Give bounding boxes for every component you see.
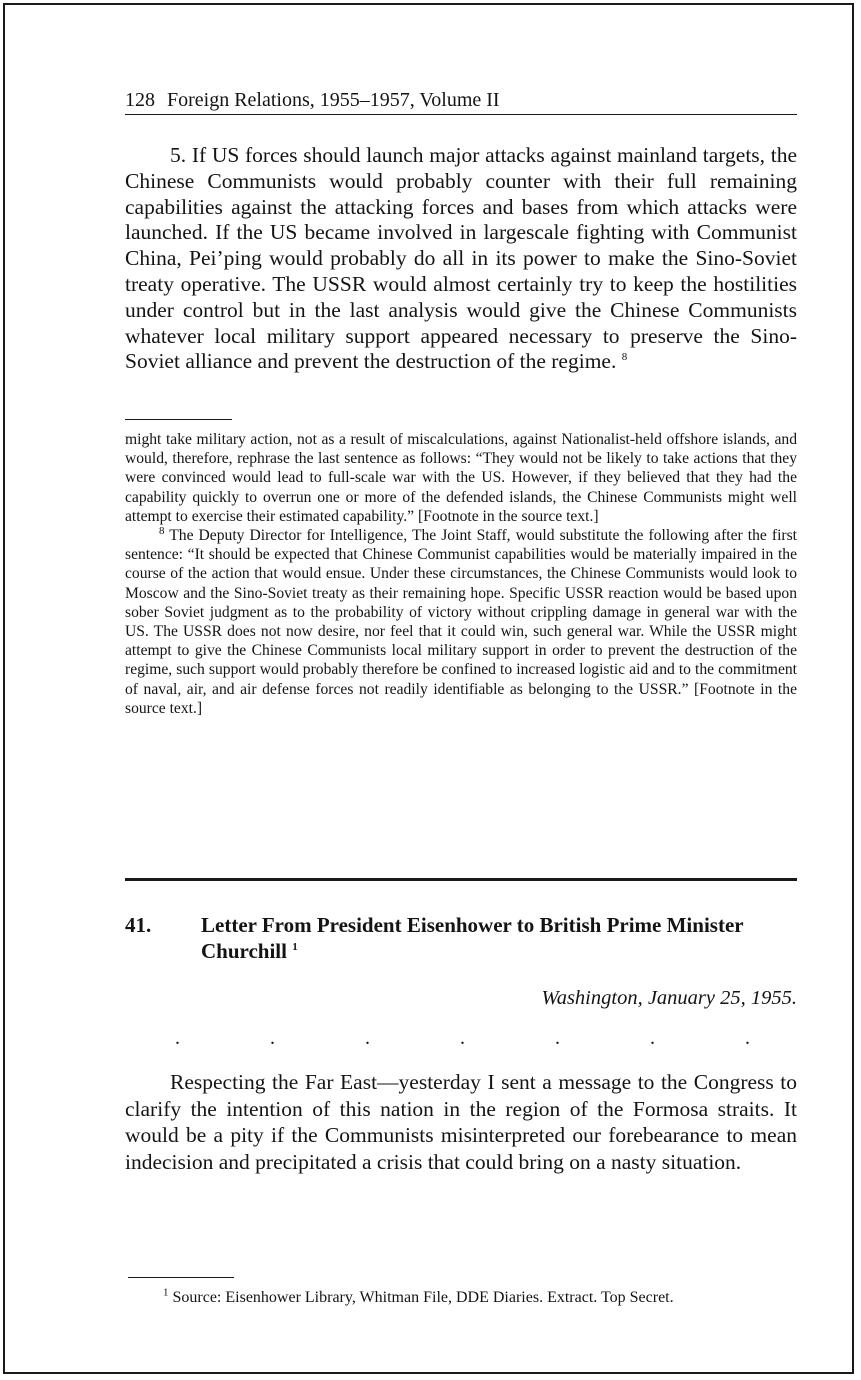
footnote-8-marker: 8: [159, 524, 165, 537]
ellipsis-dot: .: [270, 1027, 275, 1049]
ellipsis-row: [125, 1028, 797, 1048]
footnote-separator-bottom: [128, 1277, 234, 1278]
ellipsis-dot: .: [460, 1027, 465, 1049]
ellipsis-dot: .: [175, 1027, 180, 1049]
footnote-1-text: Source: Eisenhower Library, Whitman File, DDE Diaries. Extract. Top Secret.: [172, 1289, 674, 1306]
body-paragraph-5: [125, 143, 797, 375]
footnote-ref-8: 8: [621, 351, 628, 364]
section-divider: [125, 878, 797, 881]
footnote-1: [163, 1288, 803, 1308]
ellipsis-dot: .: [555, 1027, 560, 1049]
footnote-continued: might take military action, not as a result of miscalculations, against Nationalist-held offshore islands, and would, therefore, rephrase the last sentence as follows: “They would not be likely to take actions that they were convinced would lead to full-scale war with the US. However, if they believed that they had the capability quickly to overrun one or more of the defended islands, the Chinese Communists might well attempt to exercise their estimated capability.” [Footnote in the source text.]: [125, 431, 797, 525]
footnote-ref-1: 1: [292, 941, 298, 953]
running-head: [125, 88, 797, 115]
footnote-8: [125, 526, 797, 718]
footnote-separator: [125, 419, 232, 420]
body-paragraph-5-text: 5. If US forces should launch major attacks against mainland targets, the Chinese Communists would probably counter with their full remaining capabilities against the attacking forces and bases from which attacks were launched. If the US became involved in largescale fighting with Communist China, Pei’ping would probably do all in its power to make the Sino-Soviet treaty operative. The USSR would almost certainly try to keep the hostilities under control but in the last analysis would give the Chinese Communists whatever local military support appeared necessary to preserve the Sino-Soviet alliance and prevent the destruction of the regime.: [125, 143, 797, 374]
volume-title: Foreign Relations, 1955–1957, Volume II: [167, 89, 500, 111]
ellipsis-dot: .: [650, 1027, 655, 1049]
document-title-text: Letter From President Eisenhower to British Prime Minister Churchill: [201, 913, 744, 963]
letter-body: Respecting the Far East—yesterday I sent a message to the Congress to clarify the intention of this nation in the region of the Formosa straits. It would be a pity if the Communists misinterpreted our forebearance to mean indecision and precipitated a crisis that could bring on a nasty situation.: [125, 1070, 797, 1174]
dateline: Washington, January 25, 1955.: [541, 987, 797, 1009]
footnote-1-marker: 1: [163, 1286, 169, 1299]
footnotes-section: [125, 430, 797, 718]
document-number: 41.: [125, 913, 152, 937]
ellipsis-dot: .: [365, 1027, 370, 1049]
document-title: [201, 912, 761, 964]
page-number: 128: [125, 89, 155, 111]
ellipsis-dot: .: [745, 1027, 750, 1049]
footnote-8-text: The Deputy Director for Intelligence, The Joint Staff, would substitute the following after the first sentence: “It should be expected that Chinese Communist capabilities would be materially impaired in the course of the action that would ensue. Under these circumstances, the Chinese Communists would look to Moscow and the Sino-Soviet treaty as their remaining hope. Specific USSR reaction would be based upon sober Soviet judgment as to the probability of victory without crippling damage in general war with the US. The USSR does not now desire, nor feel that it could win, such general war. While the USSR might attempt to give the Chinese Communists local military support in order to prevent the destruction of the regime, such support would probably therefore be confined to increased logistic aid and to the commitment of naval, air, and air defense forces not readily identifiable as belonging to the USSR.” [Footnote in the source text.]: [125, 527, 797, 717]
